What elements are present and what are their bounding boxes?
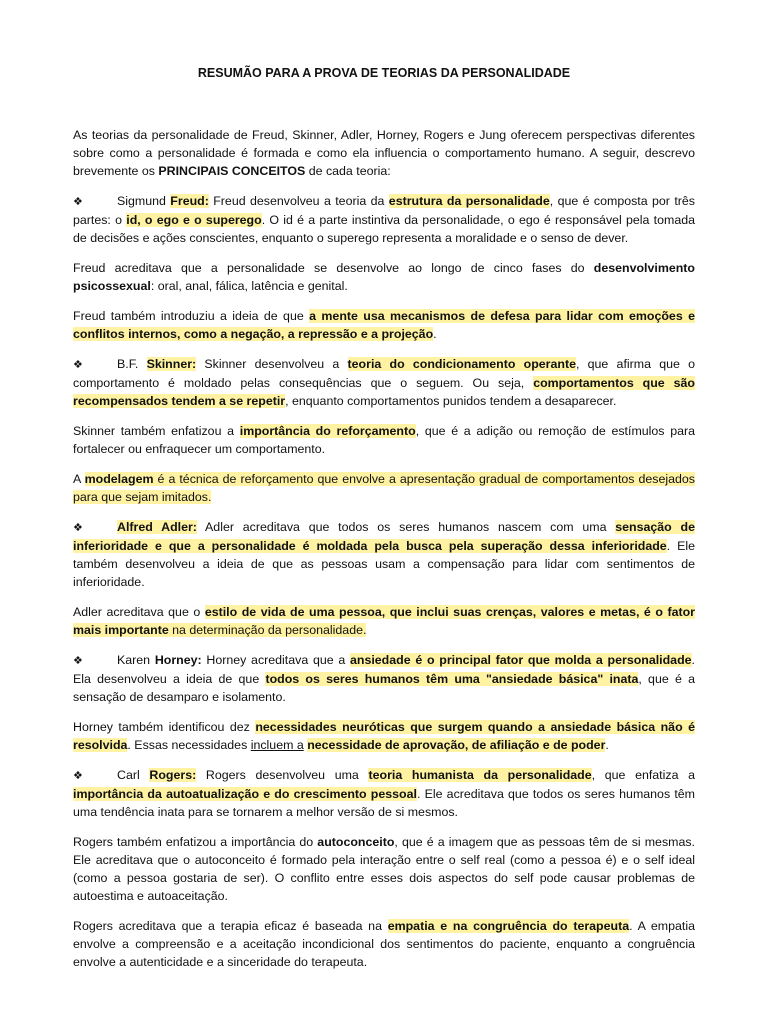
- text-run: , que é a imagem que as pessoas têm de si mesmas. Ele acreditava que o autoconceito é formado pela interação entre o self real (como a pessoa é) e o self ideal (como a pessoa gostaria de ser). O conflito entre esses dois aspectos do self pode causar problemas de autoestima e autoaceitação.: [73, 835, 695, 903]
- text-run: Horney:: [154, 653, 202, 667]
- paragraph: [73, 422, 695, 458]
- text-run: incluem a: [250, 738, 304, 752]
- paragraph: [73, 470, 695, 506]
- text-run: Rogers desenvolveu uma: [196, 768, 369, 782]
- text-run: .: [433, 327, 437, 341]
- text-run: PRINCIPAIS CONCEITOS: [158, 164, 306, 178]
- document-body: [73, 126, 695, 971]
- text-run: desenvolvimento psicossexual: [73, 261, 695, 293]
- diamond-bullet-icon: ❖: [73, 770, 83, 782]
- text-run: Horney acreditava que a: [201, 653, 350, 667]
- highlighted-text: Freud:: [170, 194, 209, 208]
- paragraph: [73, 917, 695, 971]
- document-title: RESUMÃO PARA A PROVA DE TEORIAS DA PERSONALIDADE: [197, 66, 571, 80]
- highlighted-text: id, o ego e o superego: [126, 213, 262, 227]
- bullet-paragraph: [73, 766, 695, 821]
- highlighted-text: Rogers:: [149, 768, 197, 782]
- paragraph: [73, 833, 695, 905]
- paragraph: [73, 718, 695, 754]
- text-run: .: [605, 738, 609, 752]
- bullet-paragraph: [73, 192, 695, 247]
- highlighted-text: é a técnica de reforçamento que envolve a apresentação gradual de comportamentos desejados para que sejam imitados.: [73, 472, 696, 504]
- highlighted-text: empatia e na congruência do terapeuta: [387, 919, 630, 933]
- text-run: As teorias da personalidade de Freud, Skinner, Adler, Horney, Rogers e Jung oferecem perspectivas diferentes sobre como a personalidade é formada e como ela influencia o comportamento humano. A seguir, descrevo brevemente os: [73, 128, 695, 178]
- highlighted-text: estilo de vida de uma pessoa, que inclui suas crenças, valores e metas, é o fator mais importante: [73, 605, 695, 637]
- highlighted-text: a mente usa mecanismos de defesa para lidar com emoções e conflitos internos, como a negação, a repressão e a projeção: [73, 309, 695, 341]
- highlighted-text: comportamentos que são recompensados tendem a se repetir: [73, 376, 696, 408]
- text-run: B.F.: [117, 357, 147, 371]
- text-run: A: [73, 472, 85, 486]
- highlighted-text: sensação de inferioridade e que a personalidade é moldada pela busca pela superação dessa inferioridade: [73, 520, 695, 553]
- text-run: , que enfatiza a: [591, 768, 696, 782]
- paragraph: [73, 603, 695, 639]
- paragraph: [73, 307, 695, 343]
- text-run: , que é a sensação de desamparo e isolamento.: [73, 672, 695, 704]
- diamond-bullet-icon: ❖: [73, 655, 83, 667]
- text-run: Skinner também enfatizou a: [73, 424, 240, 438]
- text-run: Freud desenvolveu a teoria da: [208, 194, 389, 208]
- diamond-bullet-icon: ❖: [73, 359, 83, 371]
- text-run: Freud acreditava que a personalidade se desenvolve ao longo de cinco fases do: [73, 261, 594, 275]
- text-run: , que é composta por três partes: o: [73, 194, 695, 227]
- text-run: Adler acreditava que o: [73, 605, 205, 619]
- text-run: , que é a adição ou remoção de estímulos para fortalecer ou enfraquecer um comportamento.: [73, 424, 695, 456]
- highlighted-text: necessidades neuróticas que surgem quando a ansiedade básica não é resolvida: [73, 720, 695, 752]
- text-run: Rogers acreditava que a terapia eficaz é baseada na: [73, 919, 388, 933]
- text-run: : oral, anal, fálica, latência e genital.: [150, 279, 348, 293]
- highlighted-text: estrutura da personalidade: [388, 194, 550, 208]
- highlighted-text: teoria humanista da personalidade: [368, 768, 592, 782]
- bullet-paragraph: [73, 518, 695, 591]
- text-run: Sigmund: [117, 194, 171, 208]
- text-run: Adler acreditava que todos os seres humanos nascem com uma: [196, 520, 616, 534]
- text-run: Carl: [117, 768, 150, 782]
- text-run: . A empatia envolve a compreensão e a aceitação incondicional dos sentimentos do paciente, enquanto a congruência envolve a autenticidade e a sinceridade do terapeuta.: [73, 919, 695, 969]
- highlighted-text: Alfred Adler:: [117, 520, 197, 534]
- text-run: . Essas necessidades: [127, 738, 251, 752]
- diamond-bullet-icon: ❖: [73, 196, 83, 208]
- highlighted-text: Skinner:: [146, 357, 197, 371]
- highlighted-text: todos os seres humanos têm uma "ansiedade básica" inata: [265, 672, 639, 686]
- highlighted-text: importância do reforçamento: [239, 424, 416, 438]
- highlighted-text: teoria do condicionamento operante: [347, 357, 576, 371]
- highlighted-text: ansiedade é o principal fator que molda a personalidade: [350, 653, 692, 667]
- text-run: autoconceito: [317, 835, 395, 849]
- paragraph: [73, 259, 695, 295]
- diamond-bullet-icon: ❖: [73, 522, 83, 534]
- text-run: . Ele acreditava que todos os seres humanos têm uma tendência inata para se tornarem a melhor versão de si mesmos.: [73, 787, 695, 819]
- text-run: Skinner desenvolveu a: [196, 357, 348, 371]
- text-run: . Ela desenvolveu a ideia de que: [73, 653, 695, 686]
- bullet-paragraph: [73, 651, 695, 706]
- text-run: , que afirma que o comportamento é moldado pelas consequências que o seguem. Ou seja,: [73, 357, 695, 390]
- highlighted-text: modelagem: [84, 472, 154, 486]
- highlighted-text: na determinação da personalidade.: [168, 623, 367, 637]
- highlighted-text: importância da autoatualização e do crescimento pessoal: [73, 787, 417, 801]
- text-run: Freud também introduziu a ideia de que: [73, 309, 310, 323]
- bullet-paragraph: [73, 355, 695, 410]
- text-run: Horney também identificou dez: [73, 720, 256, 734]
- text-run: . O id é a parte instintiva da personalidade, o ego é responsável pela tomada de decisões e ações conscientes, enquanto o superego representa a moralidade e o senso de dever.: [73, 213, 696, 245]
- paragraph: [73, 126, 695, 180]
- highlighted-text: necessidade de aprovação, de afiliação e de poder: [307, 738, 606, 752]
- text-run: . Ele também desenvolveu a ideia de que as pessoas usam a compensação para lidar com sentimentos de inferioridade.: [73, 539, 695, 589]
- text-run: , enquanto comportamentos punidos tendem a desaparecer.: [285, 394, 617, 408]
- text-run: Karen: [117, 653, 155, 667]
- text-run: Rogers também enfatizou a importância do: [73, 835, 318, 849]
- text-run: de cada teoria:: [305, 164, 391, 178]
